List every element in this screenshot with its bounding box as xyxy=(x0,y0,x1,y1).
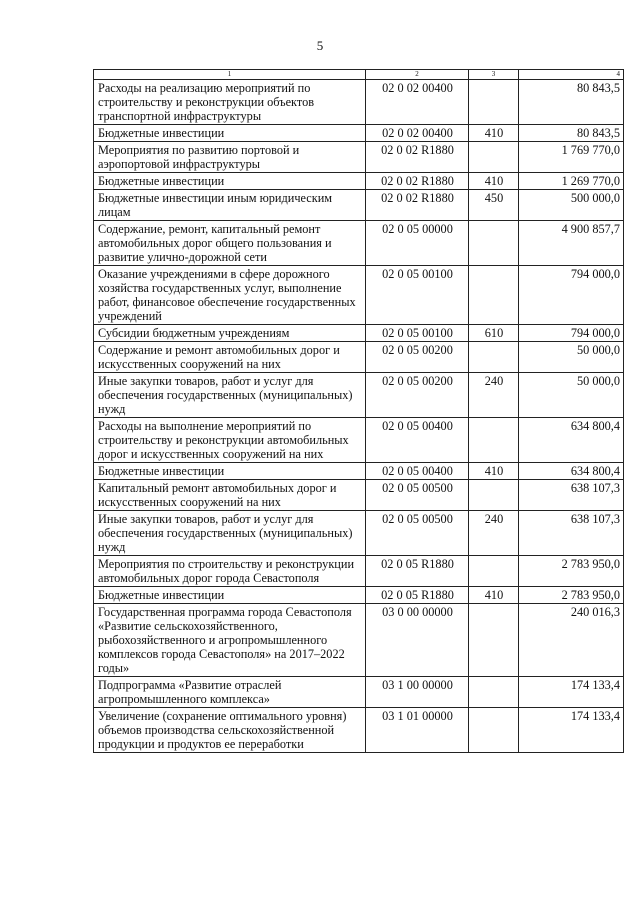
row-amount: 4 900 857,7 xyxy=(519,221,624,266)
row-type xyxy=(469,677,519,708)
row-name: Бюджетные инвестиции xyxy=(94,125,366,142)
row-type: 410 xyxy=(469,173,519,190)
row-amount: 2 783 950,0 xyxy=(519,556,624,587)
table-row xyxy=(94,125,624,142)
row-type: 240 xyxy=(469,373,519,418)
row-name: Подпрограмма «Развитие отраслей агропромышленного комплекса» xyxy=(94,677,366,708)
row-amount: 794 000,0 xyxy=(519,266,624,325)
budget-table xyxy=(93,69,624,753)
row-type xyxy=(469,556,519,587)
row-type xyxy=(469,708,519,753)
page-number: 5 xyxy=(316,38,324,53)
row-amount: 174 133,4 xyxy=(519,708,624,753)
row-type xyxy=(469,221,519,266)
row-amount: 794 000,0 xyxy=(519,325,624,342)
row-name: Иные закупки товаров, работ и услуг для обеспечения государственных (муниципальных) нужд xyxy=(94,511,366,556)
table-row xyxy=(94,463,624,480)
table-row xyxy=(94,587,624,604)
table-row xyxy=(94,190,624,221)
row-amount: 174 133,4 xyxy=(519,677,624,708)
table-row xyxy=(94,142,624,173)
row-type: 410 xyxy=(469,125,519,142)
row-code: 02 0 05 00100 xyxy=(366,266,469,325)
row-type xyxy=(469,480,519,511)
row-type xyxy=(469,342,519,373)
table-row xyxy=(94,266,624,325)
row-amount: 634 800,4 xyxy=(519,418,624,463)
row-name: Мероприятия по строительству и реконструкции автомобильных дорог города Севастополя xyxy=(94,556,366,587)
row-type xyxy=(469,418,519,463)
header-row xyxy=(94,70,624,80)
table-row xyxy=(94,342,624,373)
header-col-2: 2 xyxy=(366,70,469,80)
row-amount: 240 016,3 xyxy=(519,604,624,677)
table-row xyxy=(94,373,624,418)
row-code: 03 0 00 00000 xyxy=(366,604,469,677)
row-code: 02 0 02 00400 xyxy=(366,80,469,125)
row-name: Бюджетные инвестиции иным юридическим лицам xyxy=(94,190,366,221)
row-code: 02 0 05 00400 xyxy=(366,418,469,463)
row-code: 03 1 01 00000 xyxy=(366,708,469,753)
row-code: 02 0 02 R1880 xyxy=(366,142,469,173)
row-amount: 1 269 770,0 xyxy=(519,173,624,190)
row-code: 02 0 05 00100 xyxy=(366,325,469,342)
row-amount: 1 769 770,0 xyxy=(519,142,624,173)
header-col-4: 4 xyxy=(519,70,624,80)
row-code: 03 1 00 00000 xyxy=(366,677,469,708)
row-type: 410 xyxy=(469,463,519,480)
row-code: 02 0 05 R1880 xyxy=(366,587,469,604)
row-amount: 634 800,4 xyxy=(519,463,624,480)
header-col-1: 1 xyxy=(94,70,366,80)
row-code: 02 0 05 00200 xyxy=(366,373,469,418)
row-type xyxy=(469,80,519,125)
table-row xyxy=(94,80,624,125)
row-name: Капитальный ремонт автомобильных дорог и искусственных сооружений на них xyxy=(94,480,366,511)
row-amount: 80 843,5 xyxy=(519,80,624,125)
row-code: 02 0 02 00400 xyxy=(366,125,469,142)
row-name: Содержание и ремонт автомобильных дорог и искусственных сооружений на них xyxy=(94,342,366,373)
row-type xyxy=(469,142,519,173)
table-row xyxy=(94,325,624,342)
row-name: Государственная программа города Севастополя «Развитие сельскохозяйственного, рыбохозяйственного и агропромышленного комплексов города Севастополя» на 2017–2022 годы» xyxy=(94,604,366,677)
row-name: Иные закупки товаров, работ и услуг для обеспечения государственных (муниципальных) нужд xyxy=(94,373,366,418)
row-amount: 500 000,0 xyxy=(519,190,624,221)
row-code: 02 0 05 00400 xyxy=(366,463,469,480)
row-name: Субсидии бюджетным учреждениям xyxy=(94,325,366,342)
table-row xyxy=(94,173,624,190)
header-col-3: 3 xyxy=(469,70,519,80)
row-name: Содержание, ремонт, капитальный ремонт автомобильных дорог общего пользования и развитие улично-дорожной сети xyxy=(94,221,366,266)
row-type: 410 xyxy=(469,587,519,604)
table-row xyxy=(94,677,624,708)
row-amount: 2 783 950,0 xyxy=(519,587,624,604)
row-type xyxy=(469,604,519,677)
row-name: Оказание учреждениями в сфере дорожного хозяйства государственных услуг, выполнение работ, финансовое обеспечение государственных учреждений xyxy=(94,266,366,325)
row-code: 02 0 02 R1880 xyxy=(366,190,469,221)
row-amount: 50 000,0 xyxy=(519,342,624,373)
row-type: 450 xyxy=(469,190,519,221)
row-name: Бюджетные инвестиции xyxy=(94,587,366,604)
row-amount: 50 000,0 xyxy=(519,373,624,418)
row-type: 610 xyxy=(469,325,519,342)
row-code: 02 0 05 R1880 xyxy=(366,556,469,587)
table-row xyxy=(94,480,624,511)
row-type xyxy=(469,266,519,325)
table-row xyxy=(94,556,624,587)
row-code: 02 0 05 00200 xyxy=(366,342,469,373)
row-name: Расходы на реализацию мероприятий по строительству и реконструкции объектов транспортной инфраструктуры xyxy=(94,80,366,125)
row-code: 02 0 05 00000 xyxy=(366,221,469,266)
table-row xyxy=(94,708,624,753)
row-name: Расходы на выполнение мероприятий по строительству и реконструкции автомобильных дорог и искусственных сооружений на них xyxy=(94,418,366,463)
row-type: 240 xyxy=(469,511,519,556)
row-amount: 80 843,5 xyxy=(519,125,624,142)
table-row xyxy=(94,511,624,556)
row-amount: 638 107,3 xyxy=(519,511,624,556)
table-row xyxy=(94,221,624,266)
row-code: 02 0 05 00500 xyxy=(366,511,469,556)
table-row xyxy=(94,604,624,677)
row-amount: 638 107,3 xyxy=(519,480,624,511)
row-code: 02 0 05 00500 xyxy=(366,480,469,511)
row-name: Мероприятия по развитию портовой и аэропортовой инфраструктуры xyxy=(94,142,366,173)
table-row xyxy=(94,418,624,463)
row-code: 02 0 02 R1880 xyxy=(366,173,469,190)
row-name: Бюджетные инвестиции xyxy=(94,463,366,480)
row-name: Увеличение (сохранение оптимального уровня) объемов производства сельскохозяйственной продукции и продуктов ее переработки xyxy=(94,708,366,753)
row-name: Бюджетные инвестиции xyxy=(94,173,366,190)
